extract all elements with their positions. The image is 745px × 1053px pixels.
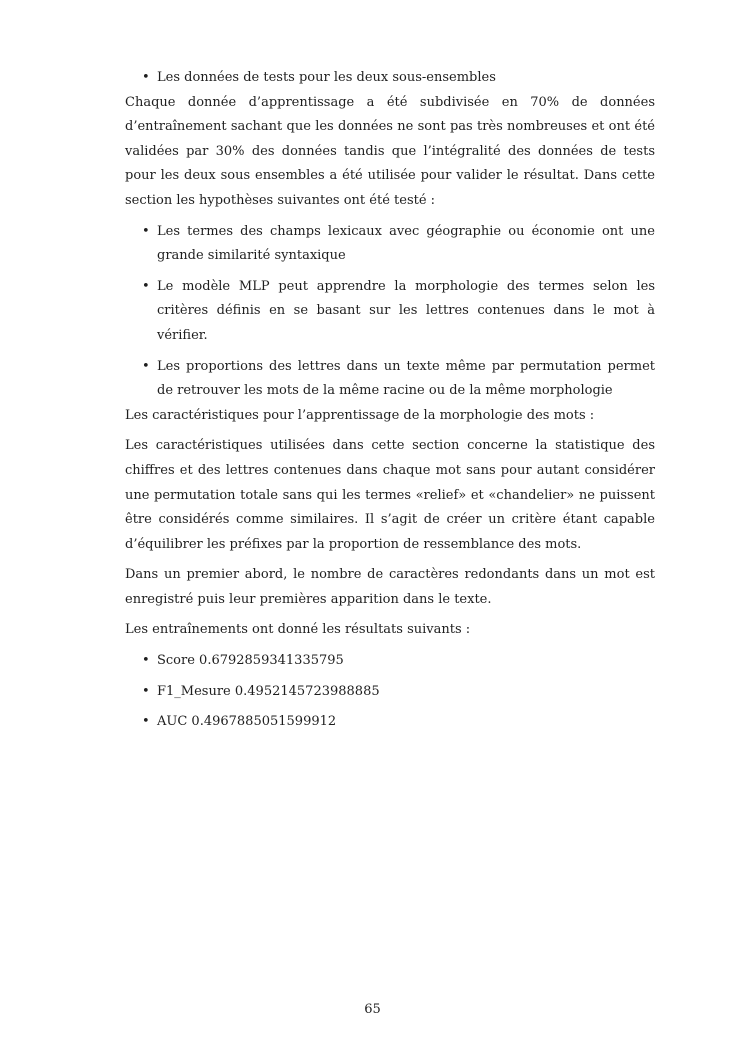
metric-auc: AUC 0.4967885051599912 — [157, 714, 337, 730]
list-item-text: Les données de tests pour les deux sous-ensembles — [157, 70, 496, 85]
bullet-icon: • — [142, 223, 150, 239]
metric-f1: F1_Mesure 0.4952145723988885 — [157, 683, 380, 699]
list-item — [125, 220, 655, 269]
intro-bullet-list — [125, 66, 655, 91]
list-item-text: Les termes des champs lexicaux avec géographie ou économie ont une grande similarité syntaxique — [157, 223, 655, 264]
list-item — [125, 710, 655, 735]
bullet-icon: • — [142, 70, 150, 85]
page-number: 65 — [364, 1002, 381, 1017]
paragraph-features-description: Les caractéristiques utilisées dans cette section concerne la statistique des chiffres et des lettres contenues dans chaque mot sans pour autant considérer une permutation totale sans qui les termes «relief» et «chandelier» ne puissent être considérés comme similaires. Il s’agit de créer un critère étant capable d’équilibrer les préfixes par la proportion de ressemblance des mots. — [125, 438, 655, 552]
list-item — [125, 275, 655, 349]
list-item-text: Les proportions des lettres dans un texte même par permutation permet de retrouver les mots de la même racine ou de la même morphologie — [157, 358, 655, 399]
list-item — [125, 680, 655, 705]
bullet-icon: • — [142, 358, 150, 374]
document-page — [125, 66, 655, 741]
paragraph-features-heading: Les caractéristiques pour l’apprentissage de la morphologie des mots : — [125, 407, 595, 423]
paragraph-results-intro: Les entraînements ont donné les résultats suivants : — [125, 622, 471, 638]
metrics-list — [125, 649, 655, 735]
metric-score: Score 0.6792859341335795 — [157, 653, 344, 669]
list-item — [125, 649, 655, 674]
bullet-icon: • — [142, 683, 150, 699]
hypotheses-list — [125, 220, 655, 404]
list-item-text: Le modèle MLP peut apprendre la morphologie des termes selon les critères définis en se basant sur les lettres contenues dans le mot à vérifier. — [157, 278, 655, 343]
list-item — [125, 66, 655, 91]
paragraph-data-split: Chaque donnée d’apprentissage a été subdivisée en 70% de données d’entraînement sachant que les données ne sont pas très nombreuses et ont été validées par 30% des données tandis que l’intégralité des données de tests pour les deux sous ensembles a été utilisée pour valider le résultat. Dans cette section les hypothèses suivantes ont été testé : — [125, 94, 655, 208]
paragraph-redundant-characters: Dans un premier abord, le nombre de caractères redondants dans un mot est enregistré puis leur premières apparition dans le texte. — [125, 567, 655, 607]
bullet-icon: • — [142, 278, 150, 294]
list-item — [125, 355, 655, 404]
bullet-icon: • — [142, 714, 150, 730]
bullet-icon: • — [142, 653, 150, 669]
